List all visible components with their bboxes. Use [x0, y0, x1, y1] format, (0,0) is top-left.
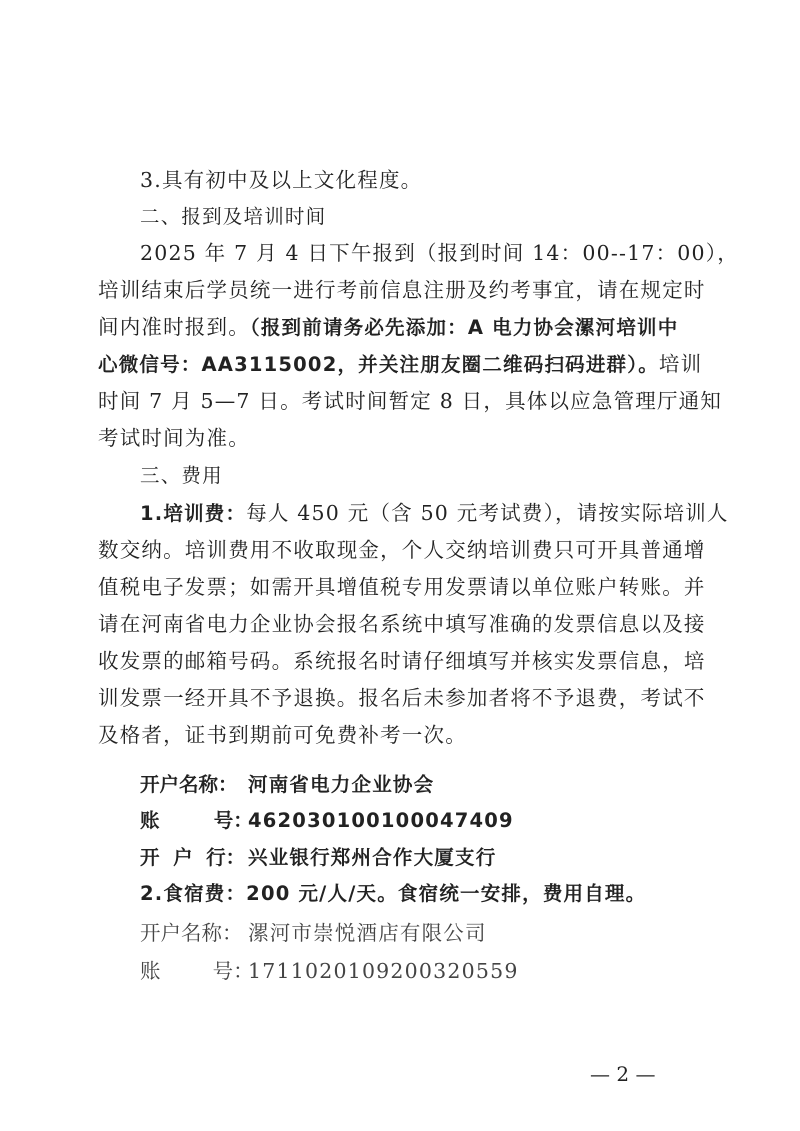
training-fee-text: 每人 450 元（含 50 元考试费），请按实际培训人 [246, 501, 729, 525]
account-2-name-label: 开户名称： [140, 921, 243, 945]
fee-1-line-5: 收发票的邮箱号码。系统报名时请仔细填写并核实发票信息，培 [98, 649, 706, 673]
bank-label: 开 户 行： [140, 846, 246, 869]
fee-1-line-3: 值税电子发票；如需开具增值税专用发票请以单位账户转账。并 [98, 575, 706, 599]
account-2-number-label: 账 号： [140, 959, 254, 983]
fee-1-line-4: 请在河南省电力企业协会报名系统中填写准确的发票信息以及接 [98, 612, 706, 636]
section-2-line-2: 培训结束后学员统一进行考前信息注册及约考事宜，请在规定时 [98, 278, 706, 302]
fee-2-lodging: 2.食宿费：200 元/人/天。食宿统一安排，费用自理。 [140, 882, 647, 905]
account-2-name-value: 漯河市崇悦酒店有限公司 [248, 921, 487, 945]
training-fee-label: 1.培训费： [140, 502, 247, 525]
wechat-notice-bold: 心微信号：AA3115002，并关注朋友圈二维码扫码进群）。 [98, 353, 659, 376]
account-number-label: 账 号： [140, 809, 253, 832]
section-2-line-4-text: 培训 [658, 352, 703, 376]
account-number-value: 462030100100047409 [248, 809, 514, 832]
account-1-name [140, 767, 740, 803]
account-2-number-value: 1711020109200320559 [248, 959, 519, 983]
section-2-line-5: 时间 7 月 5—7 日。考试时间暂定 8 日，具体以应急管理厅通知 [98, 389, 723, 413]
fee-1-line-1 [140, 495, 740, 532]
fee-1-line-2: 数交纳。培训费用不收取现金，个人交纳培训费只可开具普通增 [98, 538, 706, 562]
account-name-label: 开户名称： [140, 773, 238, 796]
account-2-number [140, 953, 740, 989]
account-1-number [140, 803, 740, 839]
section-2-line-4 [98, 346, 703, 383]
section-2-line-3-text: 间内准时报到。 [98, 315, 250, 339]
section-3-heading: 三、费用 [140, 464, 223, 487]
section-2-line-6: 考试时间为准。 [98, 426, 250, 450]
section-2-line-3 [98, 309, 698, 346]
page-number: — 2 — [590, 1062, 656, 1086]
section-2-line-1: 2025 年 7 月 4 日下午报到（报到时间 14：00--17：00）， [140, 241, 739, 265]
requirement-3: 3.具有初中及以上文化程度。 [140, 168, 423, 192]
fee-1-line-6: 训发票一经开具不予退换。报名后未参加者将不予退费，考试不 [98, 686, 706, 710]
fee-1-line-7: 及格者，证书到期前可免费补考一次。 [98, 723, 467, 747]
bank-value: 兴业银行郑州合作大厦支行 [248, 846, 497, 869]
account-name-value: 河南省电力企业协会 [248, 773, 435, 796]
registration-notice-bold: （报到前请务必先添加：A 电力协会漯河培训中 [249, 316, 679, 339]
account-2-name [140, 915, 740, 951]
section-2-heading: 二、报到及培训时间 [140, 205, 327, 228]
account-1-bank [140, 840, 740, 876]
